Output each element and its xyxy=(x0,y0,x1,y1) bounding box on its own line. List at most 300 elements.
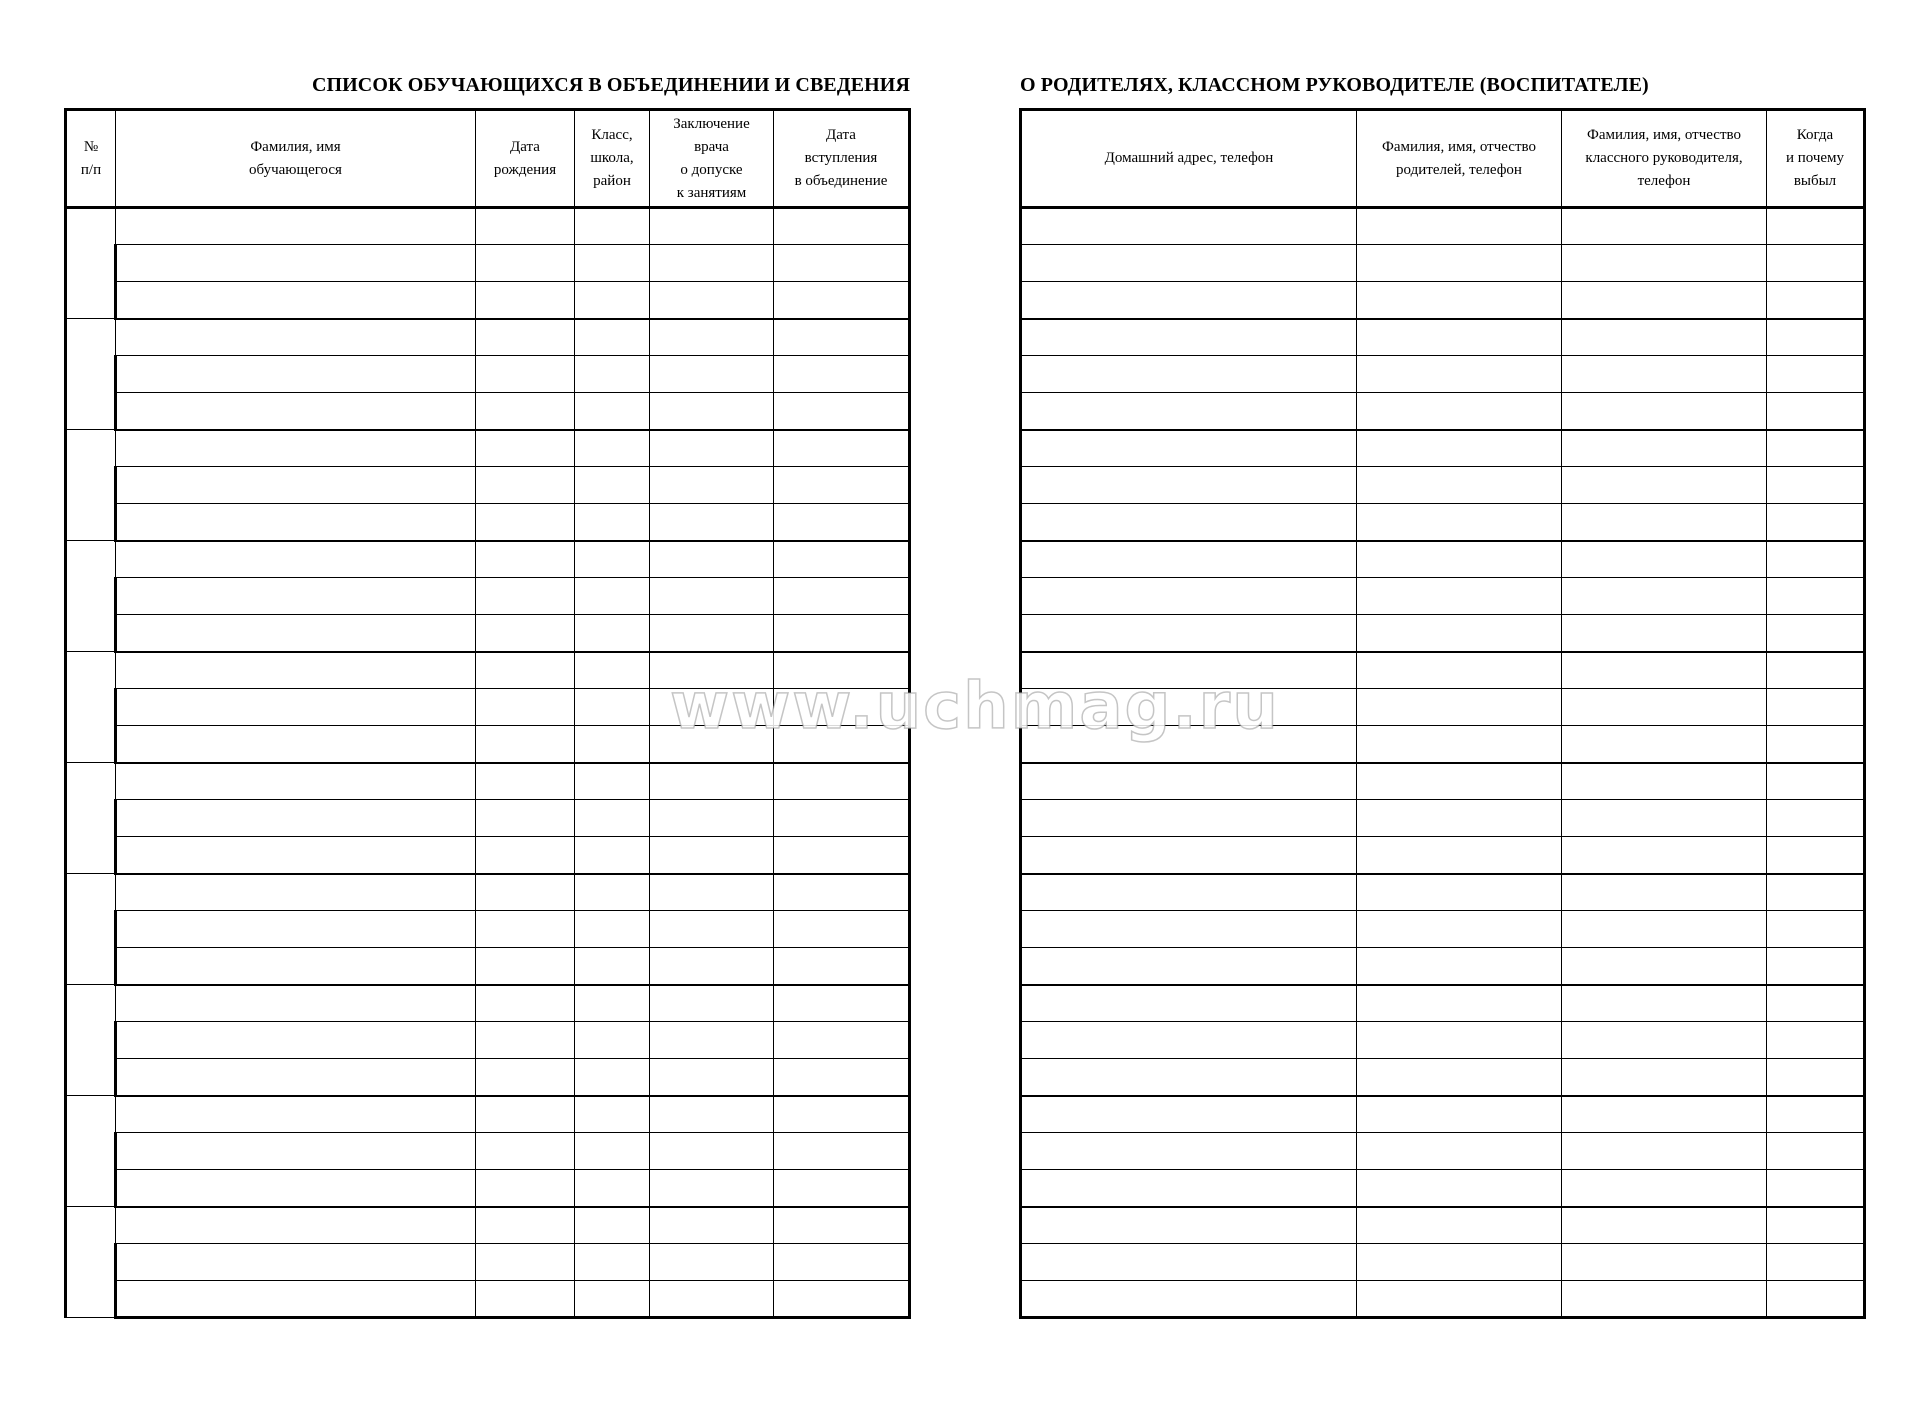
entry-cell[interactable] xyxy=(116,208,476,245)
entry-cell[interactable] xyxy=(116,874,476,911)
entry-cell[interactable] xyxy=(1562,245,1767,282)
entry-cell[interactable] xyxy=(575,874,650,911)
entry-cell[interactable] xyxy=(1357,1170,1562,1207)
entry-cell[interactable] xyxy=(1021,1170,1357,1207)
entry-cell[interactable] xyxy=(1021,1207,1357,1244)
table-row xyxy=(66,1170,910,1207)
entry-cell[interactable] xyxy=(1357,837,1562,874)
entry-cell[interactable] xyxy=(774,208,910,245)
entry-cell[interactable] xyxy=(116,504,476,541)
number-cell[interactable] xyxy=(66,763,116,874)
entry-cell[interactable] xyxy=(116,319,476,356)
entry-cell[interactable] xyxy=(575,652,650,689)
entry-cell[interactable] xyxy=(650,1244,774,1281)
entry-cell[interactable] xyxy=(650,504,774,541)
entry-cell[interactable] xyxy=(1767,393,1865,430)
entry-cell[interactable] xyxy=(476,985,575,1022)
entry-cell[interactable] xyxy=(116,541,476,578)
entry-cell[interactable] xyxy=(774,504,910,541)
entry-cell[interactable] xyxy=(1357,1133,1562,1170)
entry-cell[interactable] xyxy=(116,356,476,393)
entry-cell[interactable] xyxy=(1767,1022,1865,1059)
number-cell[interactable] xyxy=(66,1096,116,1207)
entry-cell[interactable] xyxy=(476,467,575,504)
entry-cell[interactable] xyxy=(1767,578,1865,615)
entry-cell[interactable] xyxy=(774,1022,910,1059)
entry-cell[interactable] xyxy=(1767,1281,1865,1318)
entry-cell[interactable] xyxy=(1562,430,1767,467)
entry-cell[interactable] xyxy=(116,985,476,1022)
entry-cell[interactable] xyxy=(476,726,575,763)
entry-cell[interactable] xyxy=(1562,911,1767,948)
entry-cell[interactable] xyxy=(1767,208,1865,245)
entry-cell[interactable] xyxy=(1767,615,1865,652)
entry-cell[interactable] xyxy=(116,689,476,726)
number-cell[interactable] xyxy=(66,652,116,763)
entry-cell[interactable] xyxy=(476,1133,575,1170)
entry-cell[interactable] xyxy=(1767,1207,1865,1244)
entry-cell[interactable] xyxy=(1767,800,1865,837)
entry-cell[interactable] xyxy=(1021,1022,1357,1059)
entry-cell[interactable] xyxy=(650,652,774,689)
entry-cell[interactable] xyxy=(116,948,476,985)
entry-cell[interactable] xyxy=(774,1281,910,1318)
entry-cell[interactable] xyxy=(116,652,476,689)
entry-cell[interactable] xyxy=(1357,393,1562,430)
table-row xyxy=(1021,985,1865,1022)
entry-cell[interactable] xyxy=(1021,504,1357,541)
entry-cell[interactable] xyxy=(650,800,774,837)
entry-cell[interactable] xyxy=(1021,319,1357,356)
entry-cell[interactable] xyxy=(1357,430,1562,467)
entry-cell[interactable] xyxy=(774,282,910,319)
entry-cell[interactable] xyxy=(575,615,650,652)
entry-cell[interactable] xyxy=(774,726,910,763)
entry-cell[interactable] xyxy=(1021,837,1357,874)
entry-cell[interactable] xyxy=(575,837,650,874)
entry-cell[interactable] xyxy=(650,1059,774,1096)
entry-cell[interactable] xyxy=(650,1022,774,1059)
entry-cell[interactable] xyxy=(1767,467,1865,504)
entry-cell[interactable] xyxy=(1357,689,1562,726)
entry-cell[interactable] xyxy=(1767,948,1865,985)
entry-cell[interactable] xyxy=(116,430,476,467)
entry-cell[interactable] xyxy=(1562,800,1767,837)
entry-cell[interactable] xyxy=(1021,467,1357,504)
entry-cell[interactable] xyxy=(1562,985,1767,1022)
entry-cell[interactable] xyxy=(1021,763,1357,800)
entry-cell[interactable] xyxy=(1562,726,1767,763)
entry-cell[interactable] xyxy=(1562,578,1767,615)
entry-cell[interactable] xyxy=(1767,356,1865,393)
table-row xyxy=(1021,948,1865,985)
entry-cell[interactable] xyxy=(116,245,476,282)
entry-cell[interactable] xyxy=(774,1207,910,1244)
entry-cell[interactable] xyxy=(1562,208,1767,245)
entry-cell[interactable] xyxy=(116,615,476,652)
entry-cell[interactable] xyxy=(476,874,575,911)
entry-cell[interactable] xyxy=(1562,356,1767,393)
entry-cell[interactable] xyxy=(1767,985,1865,1022)
table-row xyxy=(66,1281,910,1318)
table-row xyxy=(1021,689,1865,726)
entry-cell[interactable] xyxy=(650,948,774,985)
entry-cell[interactable] xyxy=(116,1133,476,1170)
entry-cell[interactable] xyxy=(774,1096,910,1133)
entry-cell[interactable] xyxy=(575,800,650,837)
col-left-reason-header: Когда и почему выбыл xyxy=(1767,110,1865,208)
entry-cell[interactable] xyxy=(774,874,910,911)
entry-cell[interactable] xyxy=(1357,467,1562,504)
entry-cell[interactable] xyxy=(650,1096,774,1133)
entry-cell[interactable] xyxy=(1021,985,1357,1022)
entry-cell[interactable] xyxy=(116,467,476,504)
entry-cell[interactable] xyxy=(774,467,910,504)
entry-cell[interactable] xyxy=(774,948,910,985)
entry-cell[interactable] xyxy=(476,430,575,467)
entry-cell[interactable] xyxy=(575,1133,650,1170)
entry-cell[interactable] xyxy=(1562,393,1767,430)
table-row xyxy=(1021,1244,1865,1281)
entry-cell[interactable] xyxy=(650,1133,774,1170)
entry-cell[interactable] xyxy=(1357,652,1562,689)
entry-cell[interactable] xyxy=(1357,282,1562,319)
entry-cell[interactable] xyxy=(1357,578,1562,615)
entry-cell[interactable] xyxy=(1357,1281,1562,1318)
entry-cell[interactable] xyxy=(1357,1059,1562,1096)
entry-cell[interactable] xyxy=(774,245,910,282)
entry-cell[interactable] xyxy=(1767,245,1865,282)
entry-cell[interactable] xyxy=(1562,615,1767,652)
entry-cell[interactable] xyxy=(476,1244,575,1281)
entry-cell[interactable] xyxy=(1357,1022,1562,1059)
entry-cell[interactable] xyxy=(1021,1096,1357,1133)
table-row xyxy=(66,948,910,985)
entry-cell[interactable] xyxy=(1562,948,1767,985)
entry-cell[interactable] xyxy=(476,541,575,578)
entry-cell[interactable] xyxy=(1562,319,1767,356)
entry-cell[interactable] xyxy=(1021,652,1357,689)
entry-cell[interactable] xyxy=(650,245,774,282)
entry-cell[interactable] xyxy=(774,800,910,837)
entry-cell[interactable] xyxy=(650,911,774,948)
entry-cell[interactable] xyxy=(1767,837,1865,874)
entry-cell[interactable] xyxy=(116,578,476,615)
entry-cell[interactable] xyxy=(1357,615,1562,652)
entry-cell[interactable] xyxy=(1021,245,1357,282)
entry-cell[interactable] xyxy=(575,1244,650,1281)
entry-cell[interactable] xyxy=(774,652,910,689)
entry-cell[interactable] xyxy=(1767,282,1865,319)
entry-cell[interactable] xyxy=(1021,689,1357,726)
number-cell[interactable] xyxy=(66,874,116,985)
table-row xyxy=(1021,652,1865,689)
entry-cell[interactable] xyxy=(476,393,575,430)
entry-cell[interactable] xyxy=(650,615,774,652)
entry-cell[interactable] xyxy=(476,1170,575,1207)
entry-cell[interactable] xyxy=(1357,1096,1562,1133)
entry-cell[interactable] xyxy=(774,1059,910,1096)
entry-cell[interactable] xyxy=(575,208,650,245)
entry-cell[interactable] xyxy=(476,1059,575,1096)
number-cell[interactable] xyxy=(66,430,116,541)
entry-cell[interactable] xyxy=(476,208,575,245)
entry-cell[interactable] xyxy=(116,1281,476,1318)
table-row xyxy=(66,763,910,800)
entry-cell[interactable] xyxy=(1562,1096,1767,1133)
entry-cell[interactable] xyxy=(1021,726,1357,763)
number-cell[interactable] xyxy=(66,985,116,1096)
entry-cell[interactable] xyxy=(1562,1244,1767,1281)
entry-cell[interactable] xyxy=(774,615,910,652)
entry-cell[interactable] xyxy=(575,726,650,763)
entry-cell[interactable] xyxy=(1021,615,1357,652)
entry-cell[interactable] xyxy=(575,282,650,319)
entry-cell[interactable] xyxy=(1562,504,1767,541)
entry-cell[interactable] xyxy=(1021,208,1357,245)
entry-cell[interactable] xyxy=(650,689,774,726)
entry-cell[interactable] xyxy=(1357,911,1562,948)
entry-cell[interactable] xyxy=(575,467,650,504)
entry-cell[interactable] xyxy=(650,1207,774,1244)
entry-cell[interactable] xyxy=(650,874,774,911)
entry-cell[interactable] xyxy=(1357,948,1562,985)
entry-cell[interactable] xyxy=(476,319,575,356)
entry-cell[interactable] xyxy=(476,1207,575,1244)
entry-cell[interactable] xyxy=(650,467,774,504)
entry-cell[interactable] xyxy=(650,985,774,1022)
entry-cell[interactable] xyxy=(116,1022,476,1059)
entry-cell[interactable] xyxy=(1562,282,1767,319)
entry-cell[interactable] xyxy=(476,1022,575,1059)
entry-cell[interactable] xyxy=(575,985,650,1022)
entry-cell[interactable] xyxy=(116,837,476,874)
entry-cell[interactable] xyxy=(1767,652,1865,689)
entry-cell[interactable] xyxy=(1357,1207,1562,1244)
entry-cell[interactable] xyxy=(575,430,650,467)
entry-cell[interactable] xyxy=(1021,578,1357,615)
entry-cell[interactable] xyxy=(575,319,650,356)
entry-cell[interactable] xyxy=(1357,800,1562,837)
entry-cell[interactable] xyxy=(650,319,774,356)
entry-cell[interactable] xyxy=(575,356,650,393)
entry-cell[interactable] xyxy=(774,1244,910,1281)
entry-cell[interactable] xyxy=(1021,393,1357,430)
entry-cell[interactable] xyxy=(1562,689,1767,726)
entry-cell[interactable] xyxy=(650,282,774,319)
entry-cell[interactable] xyxy=(116,763,476,800)
students-table-header xyxy=(66,110,910,208)
entry-cell[interactable] xyxy=(1357,874,1562,911)
table-row xyxy=(66,356,910,393)
entry-cell[interactable] xyxy=(1357,319,1562,356)
entry-cell[interactable] xyxy=(774,837,910,874)
entry-cell[interactable] xyxy=(1767,726,1865,763)
entry-cell[interactable] xyxy=(476,1281,575,1318)
entry-cell[interactable] xyxy=(1357,985,1562,1022)
entry-cell[interactable] xyxy=(774,578,910,615)
entry-cell[interactable] xyxy=(1021,874,1357,911)
entry-cell[interactable] xyxy=(116,726,476,763)
entry-cell[interactable] xyxy=(476,615,575,652)
entry-cell[interactable] xyxy=(476,652,575,689)
entry-cell[interactable] xyxy=(476,763,575,800)
entry-cell[interactable] xyxy=(575,578,650,615)
entry-cell[interactable] xyxy=(650,578,774,615)
entry-cell[interactable] xyxy=(476,689,575,726)
entry-cell[interactable] xyxy=(1021,800,1357,837)
number-cell[interactable] xyxy=(66,1207,116,1318)
entry-cell[interactable] xyxy=(1562,541,1767,578)
entry-cell[interactable] xyxy=(116,282,476,319)
entry-cell[interactable] xyxy=(1021,430,1357,467)
col-birth-date-header: Дата рождения xyxy=(476,110,575,208)
entry-cell[interactable] xyxy=(1021,1059,1357,1096)
entry-cell[interactable] xyxy=(650,393,774,430)
entry-cell[interactable] xyxy=(116,1059,476,1096)
entry-cell[interactable] xyxy=(1562,1170,1767,1207)
entry-cell[interactable] xyxy=(1767,1059,1865,1096)
entry-cell[interactable] xyxy=(575,1059,650,1096)
entry-cell[interactable] xyxy=(650,837,774,874)
entry-cell[interactable] xyxy=(116,1244,476,1281)
entry-cell[interactable] xyxy=(650,1170,774,1207)
table-row xyxy=(66,985,910,1022)
entry-cell[interactable] xyxy=(650,1281,774,1318)
entry-cell[interactable] xyxy=(1562,1059,1767,1096)
entry-cell[interactable] xyxy=(1767,874,1865,911)
entry-cell[interactable] xyxy=(1021,911,1357,948)
entry-cell[interactable] xyxy=(116,800,476,837)
entry-cell[interactable] xyxy=(1021,1244,1357,1281)
entry-cell[interactable] xyxy=(116,1096,476,1133)
entry-cell[interactable] xyxy=(774,985,910,1022)
entry-cell[interactable] xyxy=(476,948,575,985)
table-row xyxy=(1021,245,1865,282)
entry-cell[interactable] xyxy=(1562,763,1767,800)
entry-cell[interactable] xyxy=(650,430,774,467)
table-row xyxy=(1021,800,1865,837)
entry-cell[interactable] xyxy=(476,282,575,319)
entry-cell[interactable] xyxy=(116,1207,476,1244)
entry-cell[interactable] xyxy=(116,393,476,430)
entry-cell[interactable] xyxy=(1357,208,1562,245)
entry-cell[interactable] xyxy=(476,578,575,615)
entry-cell[interactable] xyxy=(575,1022,650,1059)
entry-cell[interactable] xyxy=(476,245,575,282)
entry-cell[interactable] xyxy=(1357,504,1562,541)
entry-cell[interactable] xyxy=(1021,1133,1357,1170)
entry-cell[interactable] xyxy=(1767,911,1865,948)
entry-cell[interactable] xyxy=(1562,1281,1767,1318)
entry-cell[interactable] xyxy=(1767,504,1865,541)
entry-cell[interactable] xyxy=(575,911,650,948)
entry-cell[interactable] xyxy=(1021,282,1357,319)
entry-cell[interactable] xyxy=(650,763,774,800)
entry-cell[interactable] xyxy=(1767,1244,1865,1281)
entry-cell[interactable] xyxy=(1021,948,1357,985)
entry-cell[interactable] xyxy=(774,689,910,726)
entry-cell[interactable] xyxy=(650,356,774,393)
entry-cell[interactable] xyxy=(774,319,910,356)
entry-cell[interactable] xyxy=(1021,356,1357,393)
entry-cell[interactable] xyxy=(650,208,774,245)
entry-cell[interactable] xyxy=(1767,763,1865,800)
number-cell[interactable] xyxy=(66,319,116,430)
entry-cell[interactable] xyxy=(575,948,650,985)
entry-cell[interactable] xyxy=(1357,541,1562,578)
entry-cell[interactable] xyxy=(1767,1096,1865,1133)
entry-cell[interactable] xyxy=(575,541,650,578)
entry-cell[interactable] xyxy=(575,504,650,541)
entry-cell[interactable] xyxy=(1562,467,1767,504)
entry-cell[interactable] xyxy=(1562,1207,1767,1244)
entry-cell[interactable] xyxy=(575,245,650,282)
entry-cell[interactable] xyxy=(1357,763,1562,800)
entry-cell[interactable] xyxy=(774,1133,910,1170)
entry-cell[interactable] xyxy=(1767,541,1865,578)
number-cell[interactable] xyxy=(66,541,116,652)
entry-cell[interactable] xyxy=(650,726,774,763)
entry-cell[interactable] xyxy=(1767,689,1865,726)
entry-cell[interactable] xyxy=(575,1170,650,1207)
entry-cell[interactable] xyxy=(476,504,575,541)
entry-cell[interactable] xyxy=(774,393,910,430)
entry-cell[interactable] xyxy=(1562,837,1767,874)
entry-cell[interactable] xyxy=(476,1096,575,1133)
entry-cell[interactable] xyxy=(774,911,910,948)
entry-cell[interactable] xyxy=(774,356,910,393)
entry-cell[interactable] xyxy=(476,800,575,837)
entry-cell[interactable] xyxy=(1357,245,1562,282)
entry-cell[interactable] xyxy=(575,1096,650,1133)
entry-cell[interactable] xyxy=(774,430,910,467)
entry-cell[interactable] xyxy=(1562,1133,1767,1170)
entry-cell[interactable] xyxy=(1562,652,1767,689)
table-row xyxy=(1021,837,1865,874)
entry-cell[interactable] xyxy=(650,541,774,578)
entry-cell[interactable] xyxy=(1767,430,1865,467)
table-row xyxy=(1021,430,1865,467)
entry-cell[interactable] xyxy=(774,541,910,578)
entry-cell[interactable] xyxy=(1357,1244,1562,1281)
entry-cell[interactable] xyxy=(116,1170,476,1207)
entry-cell[interactable] xyxy=(1021,541,1357,578)
entry-cell[interactable] xyxy=(1357,726,1562,763)
entry-cell[interactable] xyxy=(575,1207,650,1244)
entry-cell[interactable] xyxy=(1767,1170,1865,1207)
entry-cell[interactable] xyxy=(476,911,575,948)
entry-cell[interactable] xyxy=(476,356,575,393)
entry-cell[interactable] xyxy=(575,763,650,800)
entry-cell[interactable] xyxy=(116,911,476,948)
number-cell[interactable] xyxy=(66,208,116,319)
entry-cell[interactable] xyxy=(1021,1281,1357,1318)
entry-cell[interactable] xyxy=(1767,1133,1865,1170)
entry-cell[interactable] xyxy=(1562,1022,1767,1059)
entry-cell[interactable] xyxy=(1562,874,1767,911)
col-home-address-header: Домашний адрес, телефон xyxy=(1021,110,1357,208)
entry-cell[interactable] xyxy=(774,1170,910,1207)
entry-cell[interactable] xyxy=(774,763,910,800)
watermark: www.uchmag.ru xyxy=(670,670,1280,744)
entry-cell[interactable] xyxy=(476,837,575,874)
entry-cell[interactable] xyxy=(575,393,650,430)
entry-cell[interactable] xyxy=(1357,356,1562,393)
entry-cell[interactable] xyxy=(575,1281,650,1318)
entry-cell[interactable] xyxy=(1767,319,1865,356)
entry-cell[interactable] xyxy=(575,689,650,726)
